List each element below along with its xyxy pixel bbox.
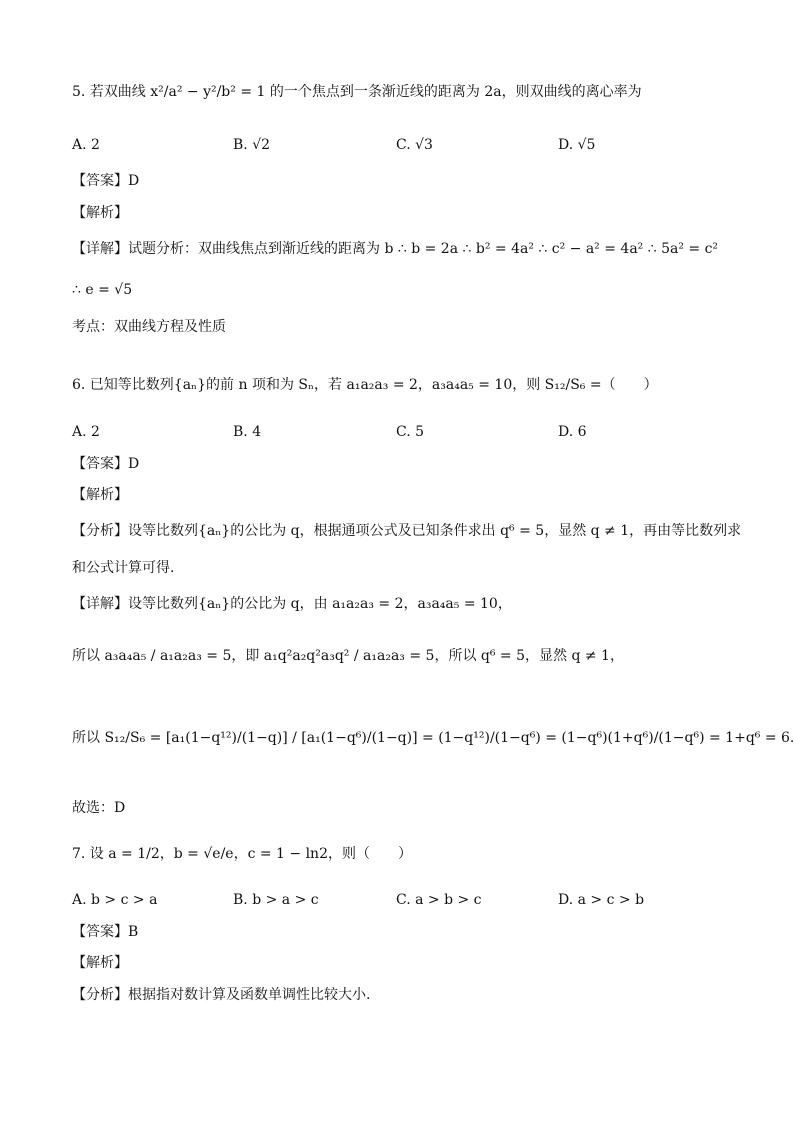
q7-answer: 【答案】B: [72, 924, 139, 940]
q7-option-c: C. a > b > c: [396, 892, 482, 908]
q5-option-b: B. √2: [233, 137, 271, 153]
q6-answer: 【答案】D: [72, 456, 140, 472]
q5-kaodian: 考点：双曲线方程及性质: [72, 319, 226, 335]
q6-fenxi-line-1: 【分析】设等比数列{aₙ}的公比为 q，根据通项公式及已知条件求出 q⁶ = 5，显然 q ≠ 1，再由等比数列求: [72, 523, 742, 539]
q6-analysis-heading: 【解析】: [72, 487, 128, 503]
q7-option-d: D. a > c > b: [558, 892, 645, 908]
q6-option-b: B. 4: [233, 424, 262, 440]
q6-option-c: C. 5: [396, 424, 425, 440]
q6-detail-line-2: 所以 a₃a₄a₅ / a₁a₂a₃ = 5，即 a₁q²a₂q²a₃q² / a₁a₂a₃ = 5，所以 q⁶ = 5，显然 q ≠ 1，: [72, 648, 624, 664]
q6-fenxi-line-2: 和公式计算可得.: [72, 560, 175, 576]
q5-analysis-heading: 【解析】: [72, 205, 128, 221]
q6-detail-line-3: 所以 S₁₂/S₆ = [a₁(1−q¹²)/(1−q)] / [a₁(1−q⁶)/(1−q)] = (1−q¹²)/(1−q⁶) = (1−q⁶)(1+q⁶)/(1−q⁶) = 1+q⁶ = 6.: [72, 730, 794, 746]
q7-fenxi: 【分析】根据指对数计算及函数单调性比较大小.: [72, 987, 371, 1003]
q7-analysis-heading: 【解析】: [72, 955, 128, 971]
q6-detail-line-1: 【详解】设等比数列{aₙ}的公比为 q，由 a₁a₂a₃ = 2，a₃a₄a₅ = 10，: [72, 596, 512, 612]
q5-option-d: D. √5: [558, 137, 596, 153]
q6-stem: 6. 已知等比数列{aₙ}的前 n 项和为 Sₙ，若 a₁a₂a₃ = 2，a₃a₄a₅ = 10，则 S₁₂/S₆ =（ ）: [72, 377, 658, 393]
q5-stem: 5. 若双曲线 x²/a² − y²/b² = 1 的一个焦点到一条渐近线的距离为 2a，则双曲线的离心率为: [72, 84, 642, 100]
q7-option-b: B. b > a > c: [233, 892, 319, 908]
q6-option-a: A. 2: [72, 424, 100, 440]
q5-answer: 【答案】D: [72, 173, 140, 189]
q5-detail-line-1: 【详解】试题分析：双曲线焦点到渐近线的距离为 b ∴ b = 2a ∴ b² = 4a² ∴ c² − a² = 4a² ∴ 5a² = c²: [72, 241, 719, 257]
q6-option-d: D. 6: [558, 424, 587, 440]
q5-option-a: A. 2: [72, 137, 100, 153]
q7-option-a: A. b > c > a: [72, 892, 158, 908]
q6-choose: 故选：D: [72, 800, 126, 816]
q7-stem: 7. 设 a = 1/2，b = √e/e，c = 1 − ln2，则（ ）: [72, 846, 412, 862]
q5-detail-line-2: ∴ e = √5: [72, 282, 133, 298]
q5-option-c: C. √3: [396, 137, 433, 153]
